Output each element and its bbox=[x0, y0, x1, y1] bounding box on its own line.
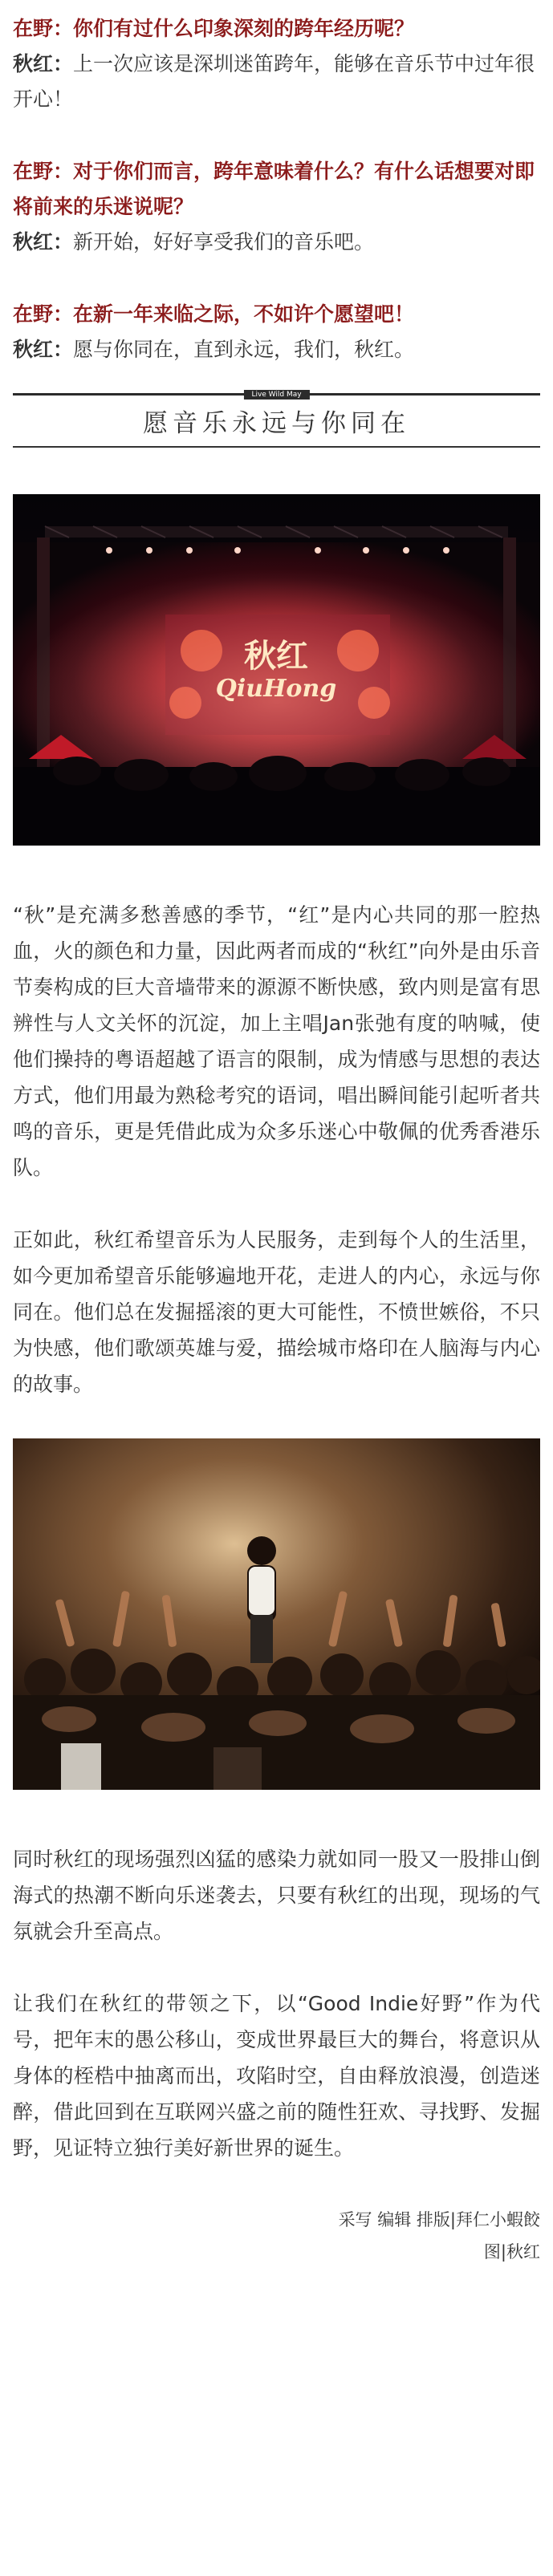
question-text: 在新一年来临之际，不如许个愿望吧！ bbox=[73, 302, 415, 326]
answer-text: 上一次应该是深圳迷笛跨年，能够在音乐节中过年很开心！ bbox=[13, 52, 535, 111]
question-speaker: 在野： bbox=[13, 160, 74, 183]
banner-tag: Live Wild May bbox=[243, 390, 309, 400]
question-2 bbox=[13, 154, 540, 225]
stage-logo-line2: QiuHong bbox=[215, 675, 337, 703]
answer-text: 新开始，好好享受我们的音乐吧。 bbox=[73, 230, 375, 254]
qa-pair-3 bbox=[13, 297, 540, 367]
banner-title: 愿音乐永远与你同在 bbox=[143, 409, 410, 438]
answer-2 bbox=[13, 225, 540, 260]
qa-pair-2 bbox=[13, 154, 540, 260]
crowd-photo-image bbox=[13, 1438, 540, 1790]
banner-bottom-rule bbox=[13, 446, 540, 448]
stage-photo bbox=[13, 494, 540, 846]
stage-photo-image bbox=[13, 494, 540, 846]
stage-logo-line1: 秋红 bbox=[244, 637, 308, 675]
credits-photo: 图|秋红 bbox=[483, 2242, 540, 2262]
paragraph-2: 正如此，秋红希望音乐为人民服务，走到每个人的生活里，如今更加希望音乐能够遍地开花，走进人的内心，永远与你同在。他们总在发掘摇滚的更大可能性，不愤世嫉俗，不只为快感，他们歌颂英雄与爱，描绘城市烙印在人脑海与内心的故事。 bbox=[13, 1228, 540, 1396]
banner-top-rule bbox=[13, 393, 540, 401]
answer-speaker: 秋红： bbox=[13, 230, 74, 254]
question-3 bbox=[13, 297, 540, 332]
crowd-photo bbox=[13, 1438, 540, 1790]
paragraph-3: 同时秋红的现场强烈凶猛的感染力就如同一股又一股排山倒海式的热潮不断向乐迷袭去，只要有秋红的出现，现场的气氛就会升至高点。 bbox=[13, 1848, 540, 1943]
paragraph-1: “秋”是充满多愁善感的季节，“红”是内心共同的那一腔热血，火的颜色和力量，因此两者而成的“秋红”向外是由乐音节奏构成的巨大音墙带来的源源不断快感，致内则是富有思辨性与人文关怀的沉淀，加上主唱Jan张弛有度的呐喊，使他们操持的粤语超越了语言的限制，成为情感与思想的表达方式，他们用最为熟稔考究的语词，唱出瞬间能引起听者共鸣的音乐，更是凭借此成为众多乐迷心中敬佩的优秀香港乐队。 bbox=[13, 903, 540, 1179]
answer-speaker: 秋红： bbox=[13, 338, 74, 361]
credits bbox=[13, 2202, 540, 2292]
question-speaker: 在野： bbox=[13, 302, 74, 326]
answer-text: 愿与你同在，直到永远，我们，秋红。 bbox=[73, 338, 415, 361]
answer-speaker: 秋红： bbox=[13, 52, 74, 75]
qa-pair-1 bbox=[13, 11, 540, 117]
question-1 bbox=[13, 11, 540, 47]
interview-section bbox=[13, 0, 540, 367]
question-speaker: 在野： bbox=[13, 17, 74, 40]
answer-3 bbox=[13, 332, 540, 367]
question-text: 对于你们而言，跨年意味着什么？有什么话想要对即将前来的乐迷说呢？ bbox=[13, 160, 535, 218]
credits-editor: 采写 编辑 排版|拜仁小蝦餃 bbox=[338, 2210, 540, 2229]
question-text: 你们有过什么印象深刻的跨年经历呢？ bbox=[73, 17, 415, 40]
paragraph-4: 让我们在秋红的带领之下，以“Good Indie好野”作为代号，把年末的愚公移山，变成世界最巨大的舞台，将意识从身体的桎梏中抽离而出，攻陷时空，自由释放浪漫，创造迷醉，借此回到在互联网兴盛之前的随性狂欢、寻找野、发掘野，见证特立独行美好新世界的诞生。 bbox=[13, 1992, 540, 2160]
section-banner bbox=[13, 393, 540, 448]
answer-1 bbox=[13, 47, 540, 117]
